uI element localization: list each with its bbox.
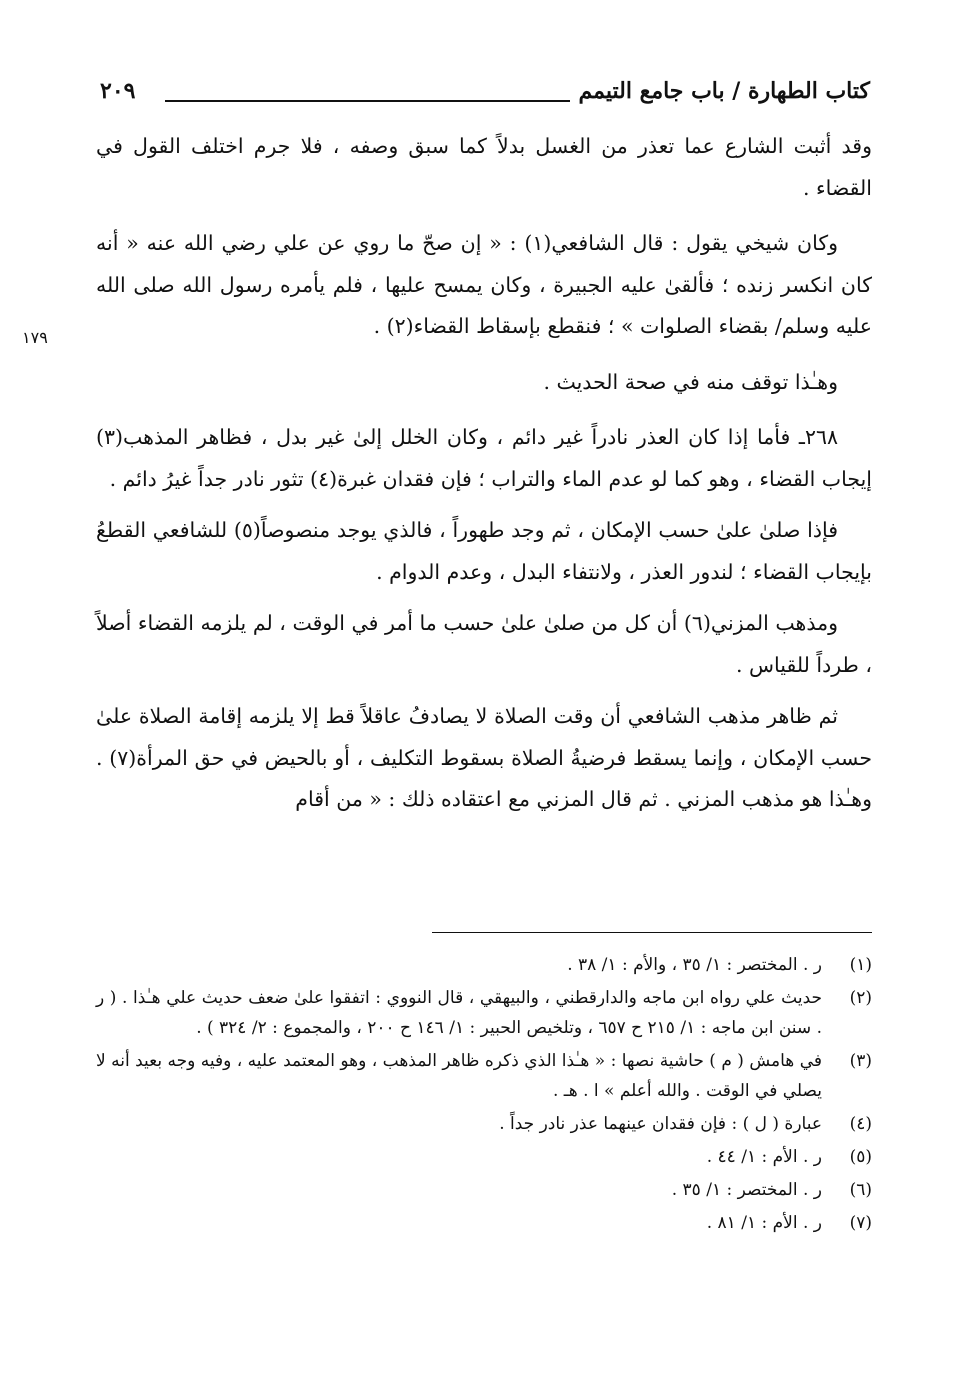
footnotes [96,950,872,1241]
manuscript-folio-number: ١٧٩ [22,328,48,347]
footnote-number: (٧) [849,1213,872,1233]
footnote-text: في هامش ( م ) حاشية نصها : « هـٰذا الذي ذكره ظاهر المذهب ، وهو المعتمد عليه ، وفيه وجه بعيد أنه لا يصلي في الوقت . والله أعلم » ا . هـ . [96,1051,822,1101]
paragraph: ٢٦٨ـ فأما إذا كان العذر نادراً غير دائم ، وكان الخلل إلىٰ غير بدل ، فظاهر المذهب(٣) إيجاب القضاء ، وهو كما لو عدم الماء والتراب ؛ فإن فقدان غبرة(٤) تثور نادر جداً غيرُ دائم . [96,425,872,491]
footnote-text: ر . المختصر : ١/ ٣٥ . [671,1180,822,1200]
footnote-number: (٥) [849,1147,872,1167]
paragraph: وقد أثبت الشارع عما تعذر من الغسل بدلاً كما سبق وصفه ، فلا جرم اختلف القول في القضاء . [96,134,872,200]
paragraph: ومذهب المزني(٦) أن كل من صلىٰ علىٰ حسب ما أمر في الوقت ، لم يلزمه القضاء أصلاً ، طرداً للقياس . [96,611,872,677]
footnote-number: (٦) [849,1180,872,1200]
footnote [96,983,872,1043]
footnote [96,1175,872,1205]
footnote [96,950,872,980]
footnote [96,1109,872,1139]
main-text [96,126,872,835]
footnote-separator [432,932,872,933]
footnote-number: (٣) [849,1051,872,1071]
footnote-text: ر . الأم : ١/ ٨١ . [706,1213,822,1233]
page-number: ٢٠٩ [100,78,136,104]
footnote-text: عبارة ( ل ) : فإن فقدان عينهما عذر نادر جداً . [499,1114,822,1134]
header-title: كتاب الطهارة / باب جامع التيمم [578,78,870,104]
header-rule [165,100,570,102]
footnote [96,1046,872,1106]
paragraph: وكان شيخي يقول : قال الشافعي(١) : « إن صحّ ما روي عن علي رضي الله عنه « أنه كان انكسر زنده ؛ فألقىٰ عليه الجبيرة ، وكان يمسح عليها ، فلم يأمره رسول الله صلى الله عليه وسلم/ بقضاء الصلوات » ؛ فنقطع بإسقاط القضاء(٢) . [96,231,872,338]
footnote-number: (٢) [849,988,872,1008]
paragraph: ثم ظاهر مذهب الشافعي أن وقت الصلاة لا يصادفُ عاقلاً قط إلا يلزمه إقامة الصلاة علىٰ حسب الإمكان ، وإنما يسقط فرضيةُ الصلاة بسقوط التكليف ، أو بالحيض في حق المرأة(٧) . وهـٰذا هو مذهب المزني . ثم قال المزني مع اعتقاده ذلك : « من أقام [96,704,872,811]
paragraph: وهـٰذا توقف منه في صحة الحديث . [543,369,838,394]
footnote [96,1142,872,1172]
footnote-text: حديث علي رواه ابن ماجه والدارقطني ، والبيهقي ، قال النووي : اتفقوا علىٰ ضعف حديث علي هـٰذا . ( ر . سنن ابن ماجه : ١/ ٢١٥ ح ٦٥٧ ، وتلخيص الحبير : ١/ ١٤٦ ح ٢٠٠ ، والمجموع : ٢/ ٣٢٤ ) . [96,988,822,1038]
footnote [96,1208,872,1238]
footnote-text: ر . المختصر : ١/ ٣٥ ، والأم : ١/ ٣٨ . [567,955,822,975]
paragraph: فإذا صلىٰ علىٰ حسب الإمكان ، ثم وجد طهوراً ، فالذي يوجد منصوصاً(٥) للشافعي القطعُ بإيجاب القضاء ؛ لندور العذر ، ولانتفاء البدل ، وعدم الدوام . [96,518,872,584]
footnote-number: (٤) [849,1114,872,1134]
running-header [100,78,870,118]
footnote-text: ر . الأم : ١/ ٤٤ . [706,1147,822,1167]
footnote-number: (١) [849,955,872,975]
